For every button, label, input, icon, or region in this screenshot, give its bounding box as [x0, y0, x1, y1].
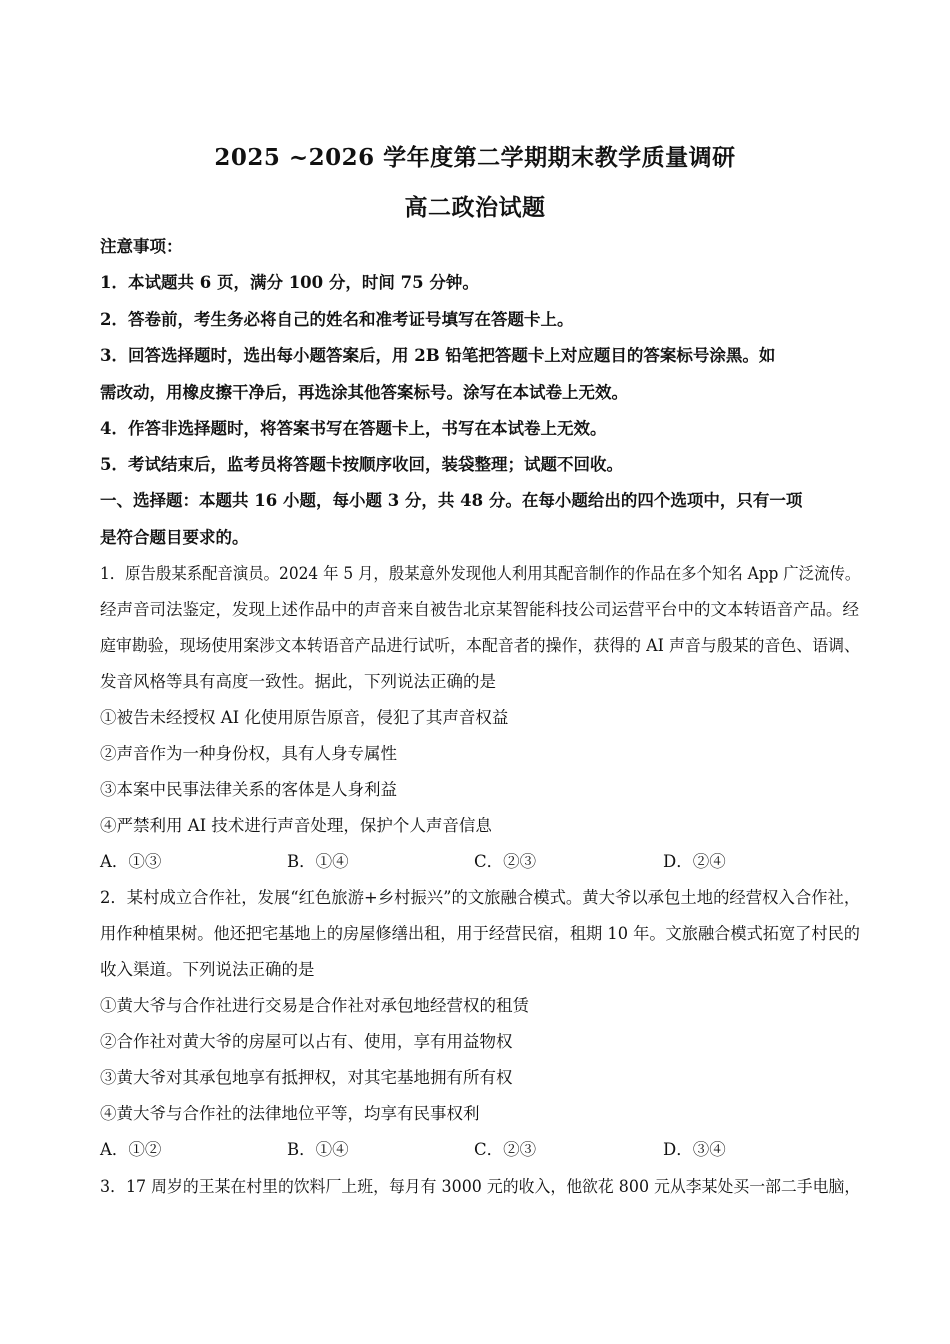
question-1-statement: ①被告未经授权 AI 化使用原告原音，侵犯了其声音权益: [100, 708, 509, 727]
question-1-statement: ②声音作为一种身份权，具有人身专属性: [100, 744, 397, 763]
notice-item: 需改动，用橡皮擦干净后，再选涂其他答案标号。涂写在本试卷上无效。: [100, 383, 628, 402]
question-2-option-d: D．③④: [663, 1140, 726, 1159]
question-2-option-c: C．②③: [474, 1140, 537, 1159]
notice-item: 4．作答非选择题时，将答案书写在答题卡上，书写在本试卷上无效。: [100, 419, 607, 438]
notice-item: 2．答卷前，考生务必将自己的姓名和准考证号填写在答题卡上。: [100, 310, 574, 329]
question-2-statement: ②合作社对黄大爷的房屋可以占有、使用，享有用益物权: [100, 1032, 513, 1051]
section-heading: 是符合题目要求的。: [100, 528, 249, 547]
question-3-stem: 3．17 周岁的王某在村里的饮料厂上班，每月有 3000 元的收入，他欲花 800 元从李某处买一部二手电脑，: [100, 1177, 861, 1196]
question-2-option-a: A．①②: [100, 1140, 162, 1159]
question-2-statement: ①黄大爷与合作社进行交易是合作社对承包地经营权的租赁: [100, 996, 529, 1015]
exam-title: 2025 ~2026 学年度第二学期期末教学质量调研: [214, 144, 736, 171]
question-1-option-a: A．①③: [100, 852, 162, 871]
question-1-stem: 庭审勘验，现场使用案涉文本转语音产品进行试听，本配音者的操作，获得的 AI 声音与殷某的音色、语调、: [100, 636, 860, 655]
question-2-option-b: B．①④: [287, 1140, 349, 1159]
exam-subject: 高二政治试题: [404, 194, 546, 221]
question-1-stem: 1．原告殷某系配音演员。2024 年 5 月，殷某意外发现他人利用其配音制作的作品在多个知名 App 广泛流传。: [100, 564, 861, 583]
notice-item: 5．考试结束后，监考员将答题卡按顺序收回，装袋整理；试题不回收。: [100, 455, 623, 474]
question-1-statement: ④严禁利用 AI 技术进行声音处理，保护个人声音信息: [100, 816, 492, 835]
question-1-stem: 经声音司法鉴定，发现上述作品中的声音来自被告北京某智能科技公司运营平台中的文本转语音产品。经: [100, 600, 859, 619]
question-2-statement: ③黄大爷对其承包地享有抵押权，对其宅基地拥有所有权: [100, 1068, 513, 1087]
notice-item: 1．本试题共 6 页，满分 100 分，时间 75 分钟。: [100, 273, 479, 292]
question-2-stem: 2．某村成立合作社，发展“红色旅游+乡村振兴”的文旅融合模式。黄大爷以承包土地的经营权入合作社，: [100, 888, 861, 907]
question-2-stem: 收入渠道。下列说法正确的是: [100, 960, 315, 979]
question-1-option-d: D．②④: [663, 852, 726, 871]
section-heading: 一、选择题：本题共 16 小题，每小题 3 分，共 48 分。在每小题给出的四个选项中，只有一项: [100, 491, 803, 510]
question-1-stem: 发音风格等具有高度一致性。据此，下列说法正确的是: [100, 672, 496, 691]
question-2-stem: 用作种植果树。他还把宅基地上的房屋修缮出租，用于经营民宿，租期 10 年。文旅融合模式拓宽了村民的: [100, 924, 860, 943]
question-1-option-c: C．②③: [474, 852, 537, 871]
question-1-statement: ③本案中民事法律关系的客体是人身利益: [100, 780, 397, 799]
notice-heading: 注意事项：: [100, 237, 183, 256]
question-1-option-b: B．①④: [287, 852, 349, 871]
notice-item: 3．回答选择题时，选出每小题答案后，用 2B 铅笔把答题卡上对应题目的答案标号涂黑。如: [100, 346, 776, 365]
question-2-statement: ④黄大爷与合作社的法律地位平等，均享有民事权利: [100, 1104, 480, 1123]
